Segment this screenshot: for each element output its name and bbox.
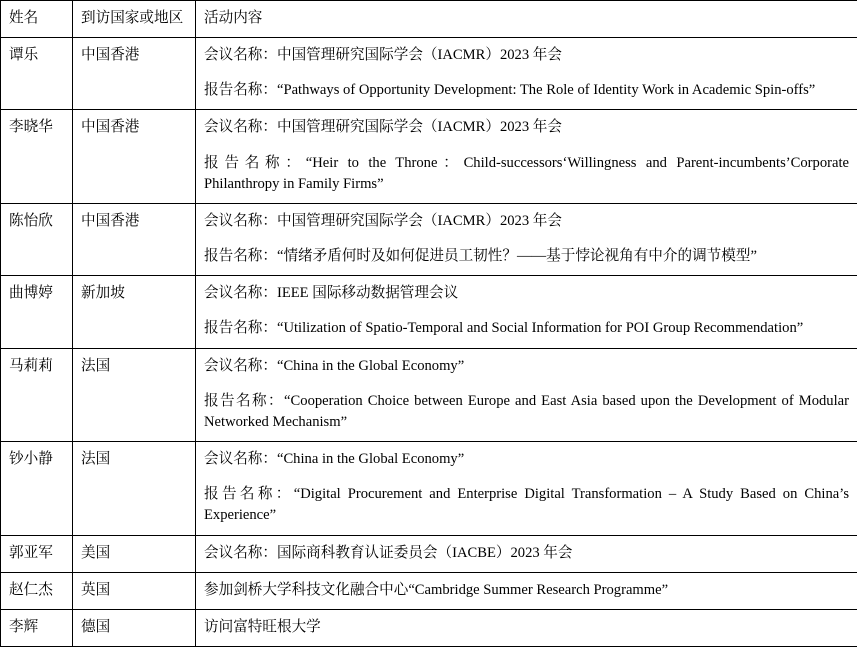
content-block [204, 211, 849, 267]
content-block [204, 283, 849, 339]
cell-content [196, 203, 857, 275]
table-row [1, 38, 857, 110]
table-row [1, 276, 857, 348]
cell-place: 法国 [73, 442, 196, 535]
table-row [1, 535, 857, 572]
table-row [1, 442, 857, 535]
content-line-conference: 会议名称：“China in the Global Economy” [204, 357, 465, 374]
content-line-activity: 访问富特旺根大学 [204, 618, 321, 635]
content-line-activity: 参加剑桥大学科技文化融合中心“Cambridge Summer Research Programme” [204, 581, 669, 598]
table-row [1, 609, 857, 646]
content-line-conference: 会议名称：中国管理研究国际学会（IACMR）2023 年会 [204, 212, 562, 229]
content-block [204, 617, 849, 638]
content-block [204, 117, 849, 194]
content-line-conference: 会议名称：中国管理研究国际学会（IACMR）2023 年会 [204, 47, 562, 64]
cell-name: 赵仁杰 [1, 572, 73, 609]
cell-content [196, 535, 857, 572]
cell-name: 郭亚军 [1, 535, 73, 572]
cell-content [196, 348, 857, 441]
content-block [204, 543, 849, 564]
header-content: 活动内容 [196, 1, 857, 38]
content-line-conference: 会议名称：中国管理研究国际学会（IACMR）2023 年会 [204, 119, 562, 136]
table-row [1, 348, 857, 441]
table-row [1, 572, 857, 609]
content-block [204, 356, 849, 433]
header-place: 到访国家或地区 [73, 1, 196, 38]
cell-place: 中国香港 [73, 203, 196, 275]
cell-name: 谭乐 [1, 38, 73, 110]
cell-content [196, 110, 857, 203]
table-body [1, 1, 857, 647]
content-line-report: 报告名称：“Utilization of Spatio-Temporal and Social Information for POI Group Recommendation” [204, 320, 804, 337]
header-name: 姓名 [1, 1, 73, 38]
content-line-conference: 会议名称：国际商科教育认证委员会（IACBE）2023 年会 [204, 544, 573, 561]
content-block [204, 449, 849, 526]
table-header-row [1, 1, 857, 38]
content-block [204, 45, 849, 101]
cell-content [196, 572, 857, 609]
cell-name: 马莉莉 [1, 348, 73, 441]
content-line-report: 报告名称：“Pathways of Opportunity Development: The Role of Identity Work in Academic Spin-offs” [204, 82, 816, 99]
content-block [204, 580, 849, 601]
cell-place: 法国 [73, 348, 196, 441]
cell-name: 李辉 [1, 609, 73, 646]
table-row [1, 203, 857, 275]
cell-place: 美国 [73, 535, 196, 572]
cell-content [196, 276, 857, 348]
cell-name: 曲博婷 [1, 276, 73, 348]
cell-name: 陈怡欣 [1, 203, 73, 275]
cell-content [196, 609, 857, 646]
content-line-report: 报告名称：“Cooperation Choice between Europe and East Asia based upon the Development of Modular Networked Mechanism” [204, 392, 849, 430]
cell-place: 中国香港 [73, 38, 196, 110]
content-line-conference: 会议名称：IEEE 国际移动数据管理会议 [204, 285, 459, 302]
cell-name: 钞小静 [1, 442, 73, 535]
content-line-report: 报告名称：“情绪矛盾何时及如何促进员工韧性？——基于悖论视角有中介的调节模型” [204, 248, 757, 265]
table-row [1, 110, 857, 203]
cell-place: 中国香港 [73, 110, 196, 203]
content-line-report: 报告名称：“Heir to the Throne：Child-successors‘Willingness and Parent-incumbents’Corporate Philanthropy in Family Firms” [204, 154, 849, 192]
cell-name: 李晓华 [1, 110, 73, 203]
content-line-conference: 会议名称：“China in the Global Economy” [204, 451, 465, 468]
cell-content [196, 38, 857, 110]
cell-content [196, 442, 857, 535]
cell-place: 新加坡 [73, 276, 196, 348]
cell-place: 德国 [73, 609, 196, 646]
cell-place: 英国 [73, 572, 196, 609]
content-line-report: 报告名称：“Digital Procurement and Enterprise Digital Transformation – A Study Based on China’s Experience” [204, 486, 849, 524]
